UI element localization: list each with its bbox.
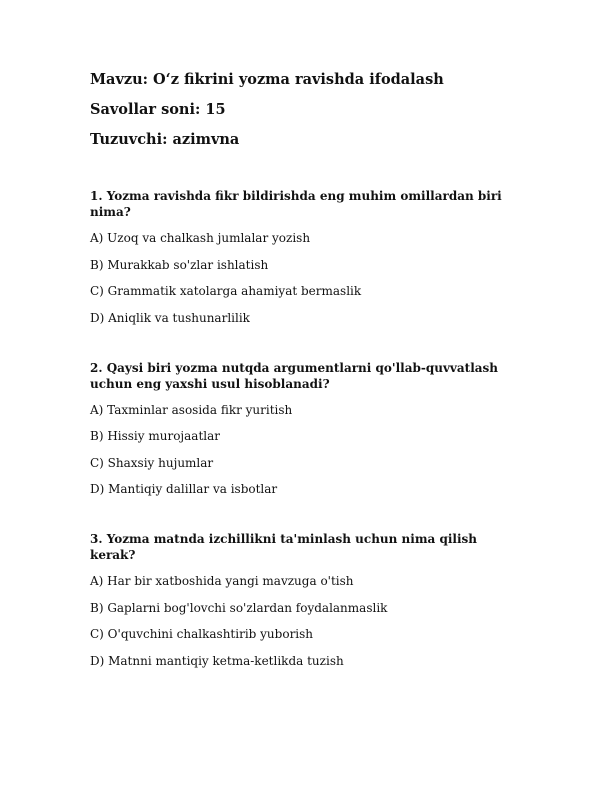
- topic-title: Mavzu: O‘z fikrini yozma ravishda ifodalash: [90, 71, 444, 88]
- option-b: B) Hissiy murojaatlar: [90, 429, 221, 443]
- option-a: A) Taxminlar asosida fikr yuritish: [90, 402, 293, 417]
- document-page: [90, 70, 520, 679]
- question-text: 2. Qaysi biri yozma nutqda argumentlarni qo'llab-quvvatlash uchun eng yaxshi usul hisoblanadi?: [90, 360, 499, 391]
- option-a: A) Har bir xatboshida yangi mavzuga o'tish: [90, 574, 354, 588]
- question-1: [90, 188, 520, 326]
- option-b: B) Murakkab so'zlar ishlatish: [90, 257, 269, 272]
- option-c: C) Shaxsiy hujumlar: [90, 455, 214, 470]
- document-header: [90, 70, 520, 150]
- question-count: Savollar soni: 15: [90, 101, 226, 118]
- option-a: A) Uzoq va chalkash jumlalar yozish: [90, 231, 311, 245]
- question-3: [90, 531, 520, 669]
- option-d: D) Aniqlik va tushunarlilik: [90, 310, 250, 325]
- author-line: Tuzuvchi: azimvna: [90, 131, 240, 148]
- option-c: C) O'quvchini chalkashtirib yuborish: [90, 627, 314, 641]
- option-d: D) Matnni mantiqiy ketma-ketlikda tuzish: [90, 653, 344, 668]
- option-b: B) Gaplarni bog'lovchi so'zlardan foydalanmaslik: [90, 600, 388, 615]
- question-text: 1. Yozma ravishda fikr bildirishda eng muhim omillardan biri nima?: [90, 189, 502, 219]
- question-text: 3. Yozma matnda izchillikni ta'minlash uchun nima qilish kerak?: [90, 532, 478, 562]
- question-list: [90, 188, 520, 669]
- question-2: [90, 360, 520, 498]
- option-d: D) Mantiqiy dalillar va isbotlar: [90, 482, 278, 496]
- option-c: C) Grammatik xatolarga ahamiyat bermaslik: [90, 284, 362, 298]
